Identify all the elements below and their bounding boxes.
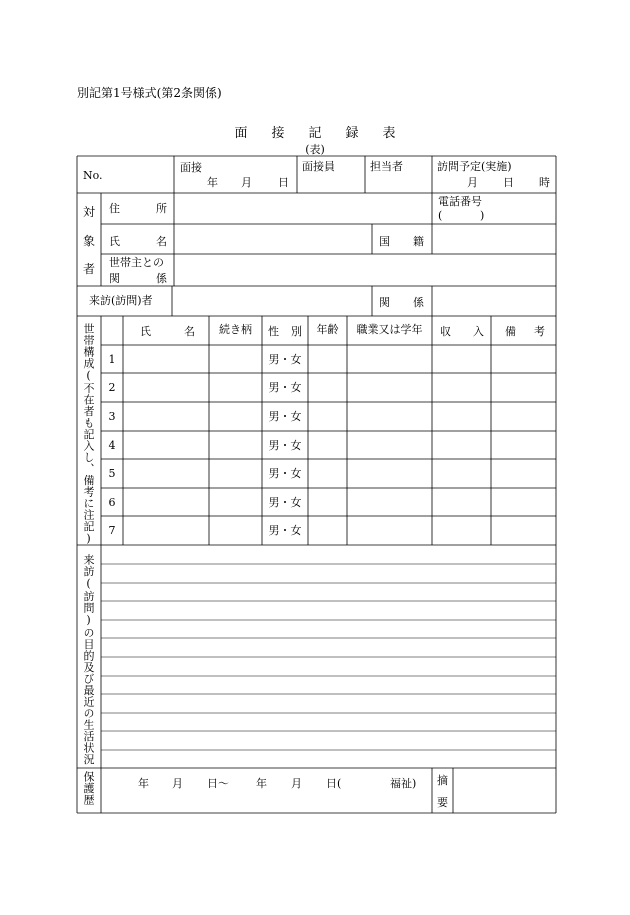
visit-day-label: 日 [503, 176, 514, 189]
household-row-no: 3 [108, 410, 116, 423]
protection-year-1: 年 [138, 777, 149, 790]
household-header-relation: 続き柄 [219, 323, 252, 336]
household-row-sex[interactable]: 男・女 [268, 524, 302, 537]
form-subtitle: (表) [305, 143, 325, 156]
name-label: 氏 名 [109, 235, 167, 248]
household-header-occupation: 職業又は学年 [356, 323, 423, 336]
household-header-name: 氏 名 [140, 325, 195, 338]
visitor-label: 来訪(訪問)者 [89, 294, 153, 307]
protection-month-1: 月 [172, 777, 183, 790]
summary-label: 摘 要 [437, 774, 448, 809]
protection-year-2: 年 [256, 777, 267, 790]
interview-day-label: 日 [278, 176, 289, 189]
household-row-sex[interactable]: 男・女 [268, 439, 302, 452]
interview-year-label: 年 [207, 176, 218, 189]
visit-plan-label: 訪問予定(実施) [437, 160, 512, 173]
protection-month-2: 月 [291, 777, 302, 790]
household-row-sex[interactable]: 男・女 [268, 496, 302, 509]
household-side-label: 世帯構成(不在者も記入し、備考に注記) [82, 323, 95, 546]
phone-paren-close: ) [480, 209, 485, 222]
relation-head-label: 世帯主との [109, 256, 164, 269]
form-number-label: 別記第1号様式(第2条関係) [77, 86, 222, 100]
household-header-remarks: 備 考 [505, 325, 545, 338]
interview-label: 面接 [180, 161, 202, 174]
subject-side-label [80, 203, 98, 277]
staff-label: 担当者 [370, 160, 403, 173]
household-row-sex[interactable]: 男・女 [268, 467, 302, 480]
subject-side-char: 者 [82, 262, 95, 276]
subject-side-char: 対 [82, 205, 95, 219]
household-row-no: 1 [108, 353, 116, 366]
phone-paren-open: ( [438, 209, 443, 222]
household-row-sex[interactable]: 男・女 [268, 410, 302, 423]
household-row-sex[interactable]: 男・女 [268, 353, 302, 366]
address-label: 住 所 [109, 202, 167, 215]
no-label: No. [83, 169, 103, 182]
household-row-no: 2 [108, 381, 116, 394]
phone-label: 電話番号 [438, 195, 482, 208]
household-row-sex[interactable]: 男・女 [268, 381, 302, 394]
visit-month-label: 月 [467, 176, 478, 189]
purpose-side-label: 来訪(訪問)の目的及び最近の生活状況 [82, 554, 95, 765]
protection-welfare: 福祉) [390, 777, 417, 790]
subject-side-char: 象 [82, 233, 95, 248]
household-header-income: 収 入 [440, 325, 484, 338]
visitor-relation-label: 関 係 [379, 296, 424, 309]
interview-month-label: 月 [241, 176, 252, 189]
visit-hour-label: 時 [539, 176, 550, 189]
household-header-age: 年齢 [316, 323, 339, 336]
nationality-label: 国 籍 [379, 235, 424, 248]
household-header-sex: 性 別 [268, 325, 302, 338]
interviewer-label: 面接員 [302, 160, 335, 173]
household-row-no: 5 [108, 467, 116, 480]
protection-day-2: 日( [326, 777, 342, 790]
protection-side-label: 保護歴 [82, 771, 95, 806]
household-row-no: 6 [108, 496, 116, 509]
household-row-no: 7 [108, 524, 116, 537]
household-row-no: 4 [108, 439, 116, 452]
protection-day-1: 日〜 [207, 777, 229, 790]
form-title: 面接記録表 [234, 126, 420, 141]
relation-head-label-2: 関 係 [109, 272, 167, 285]
